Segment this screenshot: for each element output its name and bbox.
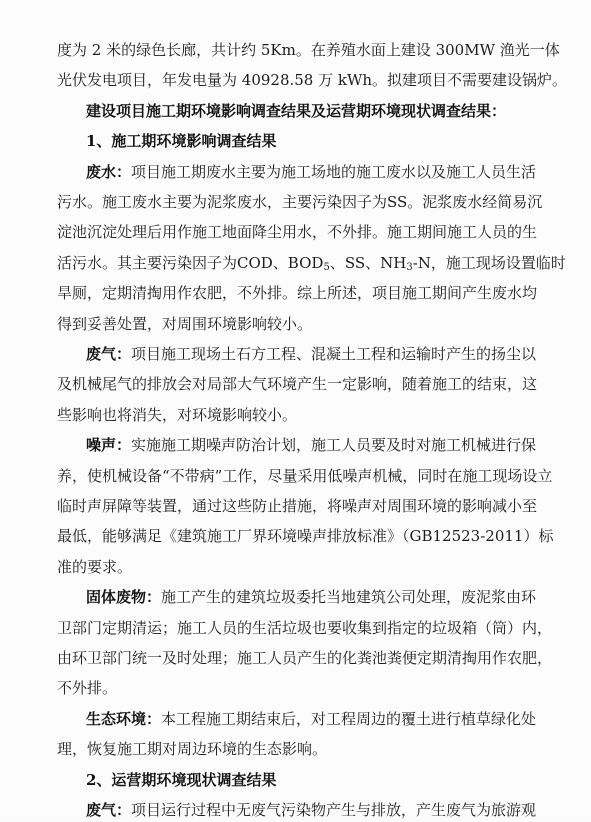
paragraph-line: 噪声：实施施工期噪声防治计划，施工人员要及时对施工机械进行保 <box>86 436 537 454</box>
paragraph-line: 准的要求。 <box>57 558 133 576</box>
paragraph-line: 不外排。 <box>57 679 118 697</box>
paragraph-line: 废气：项目施工现场土石方工程、混凝土工程和运输时产生的扬尘以 <box>86 345 537 363</box>
paragraph-line: 及机械尾气的排放会对局部大气环境产生一定影响，随着施工的结束，这 <box>57 375 538 393</box>
paragraph-line: 光伏发电项目，年发电量为 40928.58 万 kWh。拟建项目不需要建设锅炉。 <box>57 71 568 89</box>
paragraph-line: 临时声屏障等装置，通过这些防止措施，将噪声对周围环境的影响减小至 <box>57 497 538 515</box>
paragraph-line: 理，恢复施工期对周边环境的生态影响。 <box>57 740 328 758</box>
paragraph-line: 淀池沉淀处理后用作施工地面降尘用水，不外排。施工期间施工人员的生 <box>57 223 538 241</box>
exhaust-label: 废气： <box>86 801 132 819</box>
paragraph-line: 最低，能够满足《建筑施工厂界环境噪声排放标准》（GB12523-2011）标 <box>57 527 554 545</box>
paragraph-line: 固体废物：施工产生的建筑垃圾委托当地建筑公司处理，废泥浆由环 <box>86 588 537 606</box>
paragraph-line: 度为 2 米的绿色长廊，共计约 5Km。在养殖水面上建设 300MW 渔光一体 <box>57 41 560 59</box>
paragraph-line: 养，使机械设备“不带病”工作，尽量采用低噪声机械，同时在施工现场设立 <box>57 467 553 485</box>
paragraph-line: 得到妥善处置，对周围环境影响较小。 <box>57 315 313 333</box>
paragraph-line: 活污水。其主要污染因子为COD、$BOD_5$、SS、$NH_3-N$，施工现场设置临时 <box>57 254 566 273</box>
wastewater-label: 废水： <box>86 163 132 181</box>
paragraph-line: 由环卫部门统一及时处理；施工人员产生的化粪池粪便定期清掏用作农肥， <box>57 649 553 667</box>
ecology-label: 生态环境： <box>86 710 162 728</box>
section-heading: 建设项目施工期环境影响调查结果及运营期环境现状调查结果： <box>86 102 507 120</box>
exhaust-label: 废气： <box>86 345 132 363</box>
paragraph-line: 旱厕，定期清掏用作农肥，不外排。综上所述，项目施工期间产生废水均 <box>57 284 538 302</box>
subsection-heading: 2、运营期环境现状调查结果 <box>86 771 277 789</box>
paragraph-line: 些影响也将消失，对环境影响较小。 <box>57 406 298 424</box>
solid-waste-label: 固体废物： <box>86 588 162 606</box>
paragraph-line: 污水。施工废水主要为泥浆废水，主要污染因子为SS。泥浆废水经简易沉 <box>57 193 543 211</box>
paragraph-line: 生态环境：本工程施工期结束后，对工程周边的覆土进行植草绿化处 <box>86 710 537 728</box>
paragraph-line: 废气：项目运行过程中无废气污染物产生与排放，产生废气为旅游观 <box>86 801 537 819</box>
paragraph-line: 废水：项目施工期废水主要为施工场地的施工废水以及施工人员生活 <box>86 163 537 181</box>
noise-label: 噪声： <box>86 436 132 454</box>
subsection-heading: 1、施工期环境影响调查结果 <box>86 132 277 150</box>
paragraph-line: 卫部门定期清运；施工人员的生活垃圾也要收集到指定的垃圾箱（筒）内， <box>57 619 553 637</box>
